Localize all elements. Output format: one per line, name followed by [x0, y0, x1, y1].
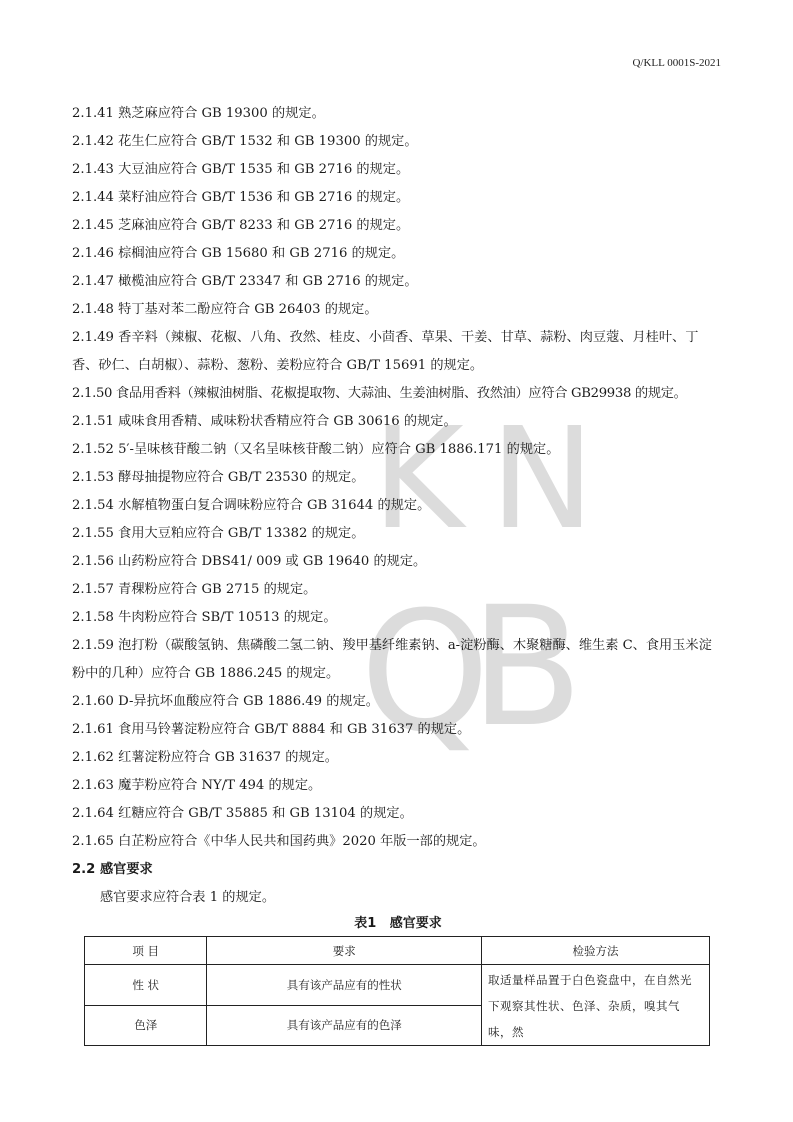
- clause-2-1-57: 2.1.57 青稞粉应符合 GB 2715 的规定。: [72, 582, 317, 597]
- clause-2-1-45: 2.1.45 芝麻油应符合 GB/T 8233 和 GB 2716 的规定。: [72, 218, 410, 233]
- watermark-letter-q: Q: [360, 576, 490, 768]
- clause-2-1-41: 2.1.41 熟芝麻应符合 GB 19300 的规定。: [72, 106, 325, 121]
- clause-2-1-62: 2.1.62 红薯淀粉应符合 GB 31637 的规定。: [72, 750, 338, 765]
- clause-2-1-58: 2.1.58 牛肉粉应符合 SB/T 10513 的规定。: [72, 610, 337, 625]
- row-requirement: 具有该产品应有的色泽: [207, 1005, 482, 1046]
- clause-2-1-64: 2.1.64 红糖应符合 GB/T 35885 和 GB 13104 的规定。: [72, 806, 413, 821]
- watermark-letter-b: B: [470, 571, 584, 763]
- clause-2-1-55: 2.1.55 食用大豆粕应符合 GB/T 13382 的规定。: [72, 526, 365, 541]
- watermark-letter-k: K: [372, 398, 464, 561]
- clause-2-1-53: 2.1.53 酵母抽提物应符合 GB/T 23530 的规定。: [72, 470, 365, 485]
- section-title: 2.2 感官要求: [72, 862, 153, 877]
- clause-2-1-48: 2.1.48 特丁基对苯二酚应符合 GB 26403 的规定。: [72, 302, 378, 317]
- clause-2-1-59: 2.1.59 泡打粉（碳酸氢钠、焦磷酸二氢二钠、羧甲基纤维素钠、a-淀粉酶、木聚糖酶、维生素 C、食用玉米淀粉中的几种）应符合 GB 1886.245 的规定。: [72, 638, 712, 681]
- clause-2-1-63: 2.1.63 魔芋粉应符合 NY/T 494 的规定。: [72, 778, 322, 793]
- row-item: 色泽: [85, 1005, 207, 1046]
- document-code: Q/KLL 0001S-2021: [632, 57, 721, 69]
- clause-2-1-43: 2.1.43 大豆油应符合 GB/T 1535 和 GB 2716 的规定。: [72, 162, 410, 177]
- row-item: 性 状: [85, 965, 207, 1006]
- clause-2-1-49: 2.1.49 香辛料（辣椒、花椒、八角、孜然、桂皮、小茴香、草果、干姜、甘草、蒜粉、肉豆蔻、月桂叶、丁香、砂仁、白胡椒）、蒜粉、葱粉、姜粉应符合 GB/T 15691 的规定。: [72, 330, 699, 373]
- clause-2-1-52: 2.1.52 5′-呈味核苷酸二钠（又名呈味核苷酸二钠）应符合 GB 1886.171 的规定。: [72, 442, 560, 457]
- clause-2-1-44: 2.1.44 菜籽油应符合 GB/T 1536 和 GB 2716 的规定。: [72, 190, 410, 205]
- row-method: 取适量样品置于白色瓷盘中，在自然光下观察其性状、色泽、杂质，嗅其气味，然: [481, 965, 709, 1046]
- clause-2-1-51: 2.1.51 咸味食用香精、咸味粉状香精应符合 GB 30616 的规定。: [72, 414, 457, 429]
- sensory-requirements-table: [84, 936, 710, 1046]
- row-requirement: 具有该产品应有的性状: [207, 965, 482, 1006]
- clause-2-1-50: 2.1.50 食品用香料（辣椒油树脂、花椒提取物、大蒜油、生姜油树脂、孜然油）应符合 GB29938 的规定。: [72, 386, 687, 401]
- clause-2-1-46: 2.1.46 棕榈油应符合 GB 15680 和 GB 2716 的规定。: [72, 246, 405, 261]
- table-header-row: [85, 937, 710, 965]
- table-caption: 表1 感官要求: [354, 916, 442, 931]
- section-intro: 感官要求应符合表 1 的规定。: [100, 890, 276, 905]
- header-item: 项 目: [85, 937, 207, 965]
- header-requirement: 要求: [207, 937, 482, 965]
- clause-2-1-65: 2.1.65 白芷粉应符合《中华人民共和国药典》2020 年版一部的规定。: [72, 834, 486, 849]
- table-row: [85, 965, 710, 1006]
- clause-2-1-61: 2.1.61 食用马铃薯淀粉应符合 GB/T 8884 和 GB 31637 的规定。: [72, 722, 471, 737]
- header-method: 检验方法: [481, 937, 709, 965]
- clause-2-1-56: 2.1.56 山药粉应符合 DBS41/ 009 或 GB 19640 的规定。: [72, 554, 427, 569]
- document-body: [72, 100, 724, 1046]
- clause-2-1-60: 2.1.60 D-异抗坏血酸应符合 GB 1886.49 的规定。: [72, 694, 379, 709]
- clause-2-1-47: 2.1.47 橄榄油应符合 GB/T 23347 和 GB 2716 的规定。: [72, 274, 418, 289]
- watermark-letter-n: N: [490, 398, 595, 561]
- clause-2-1-54: 2.1.54 水解植物蛋白复合调味粉应符合 GB 31644 的规定。: [72, 498, 431, 513]
- clause-2-1-42: 2.1.42 花生仁应符合 GB/T 1532 和 GB 19300 的规定。: [72, 134, 418, 149]
